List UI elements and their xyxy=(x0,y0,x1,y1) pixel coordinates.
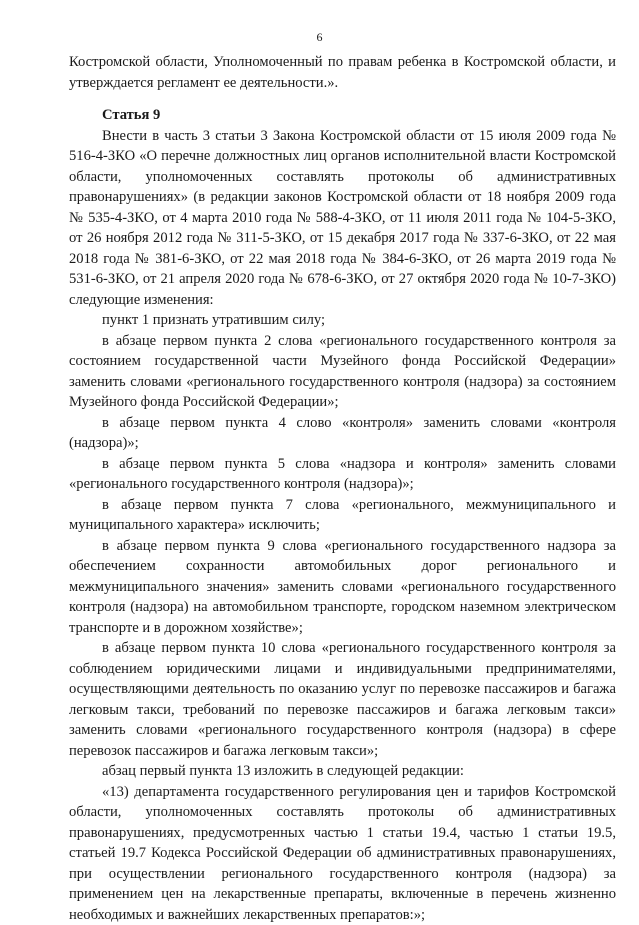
paragraph-item-9: в абзаце первом пункта 9 слова «регионального государственного надзора за обеспечением сохранности автомобильных дорог регионального и межмуниципального значения» заменить словами «регионального государственного контроля (надзора) на автомобильном транспорте, городском наземном электрическом транспорте и в дорожном хозяйстве»; xyxy=(69,536,616,639)
paragraph-item-5: в абзаце первом пункта 5 слова «надзора и контроля» заменить словами «регионального государственного контроля (надзора)»; xyxy=(69,454,616,495)
paragraph-item-4: в абзаце первом пункта 4 слово «контроля» заменить словами «контроля (надзора)»; xyxy=(69,413,616,454)
paragraph-item-7: в абзаце первом пункта 7 слова «регионального, межмуниципального и муниципального характера» исключить; xyxy=(69,495,616,536)
paragraph-item-2: в абзаце первом пункта 2 слова «регионального государственного контроля за состоянием государственной части Музейного фонда Российской Федерации» заменить словами «регионального государственного контроля (надзора) за состоянием Музейного фонда Российской Федерации»; xyxy=(69,331,616,413)
article-heading: Статья 9 xyxy=(69,105,616,126)
paragraph-item-13-text: «13) департамента государственного регулирования цен и тарифов Костромской области, уполномоченных составлять протоколы об административных правонарушениях, предусмотренных частью 1 статьи 19.4, частью 1 статьи 19.5, статьей 19.7 Кодекса Российской Федерации об административных правонарушениях, при осуществлении регионального государственного контроля (надзора) за применением цен на лекарственные препараты, включенные в перечень жизненно необходимых и важнейших лекарственных препаратов:»; xyxy=(69,782,616,925)
intro-fragment: Костромской области, Уполномоченный по правам ребенка в Костромской области, и утверждается регламент ее деятельности.». xyxy=(69,52,616,93)
paragraph-preamble: Внести в часть 3 статьи 3 Закона Костромской области от 15 июля 2009 года № 516-4-ЗКО «О перечне должностных лиц органов исполнительной власти Костромской области, уполномоченных составлять протоколы об административных правонарушениях» (в редакции законов Костромской области от 18 ноября 2009 года № 535-4-ЗКО, от 4 марта 2010 года № 588-4-ЗКО, от 11 июля 2011 года № 104-5-ЗКО, от 26 ноября 2012 года № 311-5-ЗКО, от 15 декабря 2017 года № 337-6-ЗКО, от 22 мая 2018 года № 381-6-ЗКО, от 22 мая 2018 года № 384-6-ЗКО, от 26 марта 2019 года № 531-6-ЗКО, от 21 апреля 2020 года № 678-6-ЗКО, от 27 октября 2020 года № 10-7-ЗКО) следующие изменения: xyxy=(69,126,616,311)
paragraph-item-13-intro: абзац первый пункта 13 изложить в следующей редакции: xyxy=(69,761,616,782)
paragraph-item-10: в абзаце первом пункта 10 слова «регионального государственного контроля за соблюдением юридическими лицами и индивидуальными предпринимателями, осуществляющими деятельность по оказанию услуг по перевозке пассажиров и багажа легковым такси, требований по перевозке пассажиров и багажа легковым такси» заменить словами «регионального государственного контроля (надзора) в сфере перевозок пассажиров и багажа легковым такси»; xyxy=(69,638,616,761)
document-body xyxy=(69,52,616,925)
paragraph-item-1: пункт 1 признать утратившим силу; xyxy=(69,310,616,331)
page-number: 6 xyxy=(0,30,639,45)
